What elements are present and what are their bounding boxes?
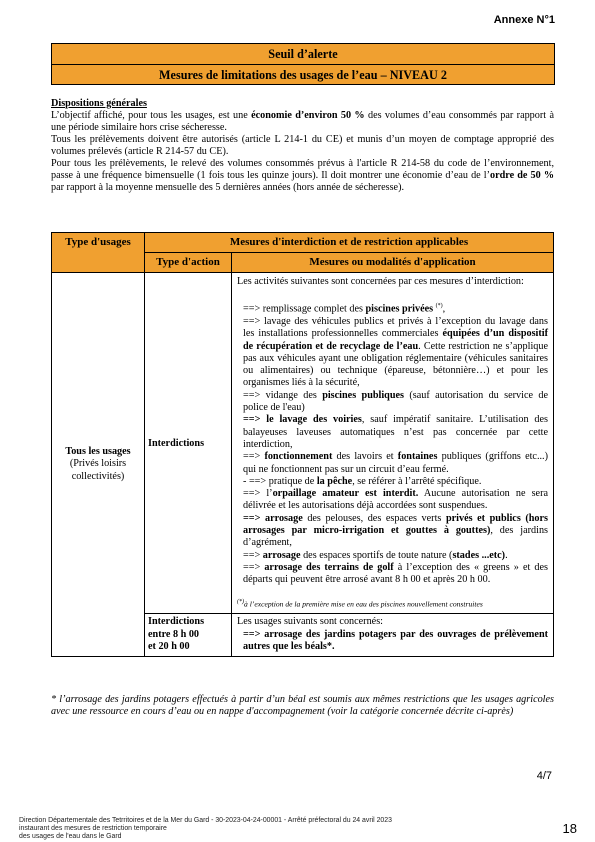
item-arrosage-stades: ==> arrosage des espaces sportifs de toute nature (stades ...etc). <box>243 549 508 561</box>
banner-subtitle: Mesures de limitations des usages de l’eau – NIVEAU 2 <box>52 64 554 85</box>
document-page-number: 18 <box>562 821 577 836</box>
item-piscines-publiques: ==> vidange des piscines publiques (sauf autorisation du service de police de l'eau) <box>243 389 548 414</box>
table-row <box>52 273 554 614</box>
header-modalites: Mesures ou modalités d'application <box>232 253 554 273</box>
item-fontaines: ==> fonctionnement des lavoirs et fontaines publiques (griffons etc...) qui ne fonctionnent pas sur un circuit d’eau fermé. <box>243 451 548 475</box>
usages-intro: Les usages suivants sont concernés: <box>237 616 383 628</box>
footer-line-2: instaurant des mesures de restriction temporaire <box>19 825 167 833</box>
footer-line-3: des usages de l'eau dans le Gard <box>19 833 122 841</box>
document-footer <box>19 817 392 842</box>
header-mesures: Mesures d'interdiction et de restriction applicables <box>145 233 554 253</box>
item-arrosage-pelouses: ==> arrosage des pelouses, des espaces verts privés et publics (hors arrosages par micro-irrigation et gouttes à gouttes), des jardins d’agrément, <box>243 512 549 549</box>
banner-title: Seuil d’alerte <box>268 47 338 61</box>
usage-cell <box>52 273 145 657</box>
item-arrosage-golf: ==> arrosage des terrains de golf à l’exception des « greens » et des départs qui peuvent être arrosé avant 8 h 00 et après 20 h 00. <box>243 561 548 586</box>
item-lavage-voiries: ==> le lavage des voiries, sauf impératif sanitaire. L’utilisation des balayeuses laveuses automatiques n’est pas concernée par cette interdiction, <box>243 414 548 450</box>
page-number: 4/7 <box>536 770 552 782</box>
usage-sub-2: collectivités) <box>71 470 125 482</box>
header-type-action: Type d'action <box>145 253 232 273</box>
action-interdictions-horaires: Interdictions entre 8 h 00 et 20 h 00 <box>145 614 232 657</box>
intro-text: Les activités suivantes sont concernées par ces mesures d’interdiction: <box>237 276 524 287</box>
provisions-paragraph-2: Tous les prélèvements doivent être autorisés (article L 214-1 du CE) et munis d’un moyen de comptage approprié des volumes prélevés (article R 214-57 du CE). <box>51 134 554 157</box>
annex-label: Annexe N°1 <box>493 14 555 26</box>
modalites-cell-2 <box>232 614 554 657</box>
modalites-cell <box>232 273 554 614</box>
restrictions-table <box>51 232 554 657</box>
piscines-note: (*)à l’exception de la première mise en eau des piscines nouvellement construites <box>237 598 483 609</box>
header-type-usages: Type d'usages <box>52 233 145 273</box>
general-provisions <box>51 98 554 194</box>
footnote: * l’arrosage des jardins potagers effectués à partir d’un béal est soumis aux mêmes restrictions que les usages agricoles avec une ressource en cours d’eau ou en nappe d'accompagnement (voir la catégorie concernée décrite ci-après) <box>51 694 554 718</box>
alert-banner <box>51 43 555 85</box>
item-lavage-vehicules: ==> lavage des véhicules publics et privés à l’exception du lavage dans les installations professionnelles commerciales équipées d’un dispositif de récupération et de recyclage de l’eau. Cette restriction ne s’applique pas aux véhicules ayant une obligation réglementaire (véhicules sanitaires ou alimentaires) ou technique (épareuse, bétonnière…) et pour les organismes liés à la sécurité, <box>243 315 548 389</box>
usage-sub-1: (Privés loisirs <box>69 458 127 470</box>
item-piscines-privees: ==> remplissage complet des piscines privées (*), <box>243 303 446 315</box>
item-peche: - ==> pratique de la pêche, se référer à l’arrêté spécifique. <box>243 475 482 487</box>
provisions-paragraph-3: Pour tous les prélèvements, le relevé des volumes consommés prévus à l'article R 214-58 du code de l’environnement, passe à une fréquence bimensuelle (1 fois tous les quinze jours). Il doit montrer une économie d’eau de l’ordre de 50 % par rapport à la moyenne mensuelle des 5 dernières années (hors année de sécheresse). <box>51 158 555 193</box>
item-orpaillage: ==> l’orpaillage amateur est interdit. Aucune autorisation ne sera délivrée et les autorisations déjà accordées sont suspendues. <box>243 488 548 512</box>
provisions-paragraph-1: L’objectif affiché, pour tous les usages, est une économie d’environ 50 % des volumes d’eau consommés par rapport à une période similaire hors crise sécheresse. <box>51 110 554 133</box>
provisions-heading: Dispositions générales <box>51 98 147 109</box>
footer-line-1: Direction Départementale des Tetrritoires et de la Mer du Gard - 30-2023-04-24-00001 - Arrêté préfectoral du 24 avril 2023 <box>19 817 392 824</box>
item-jardins-potagers: ==> arrosage des jardins potagers par des ouvrages de prélèvement autres que les béals*. <box>243 628 548 652</box>
usage-title: Tous les usages <box>65 446 131 458</box>
action-interdictions: Interdictions <box>145 273 232 614</box>
